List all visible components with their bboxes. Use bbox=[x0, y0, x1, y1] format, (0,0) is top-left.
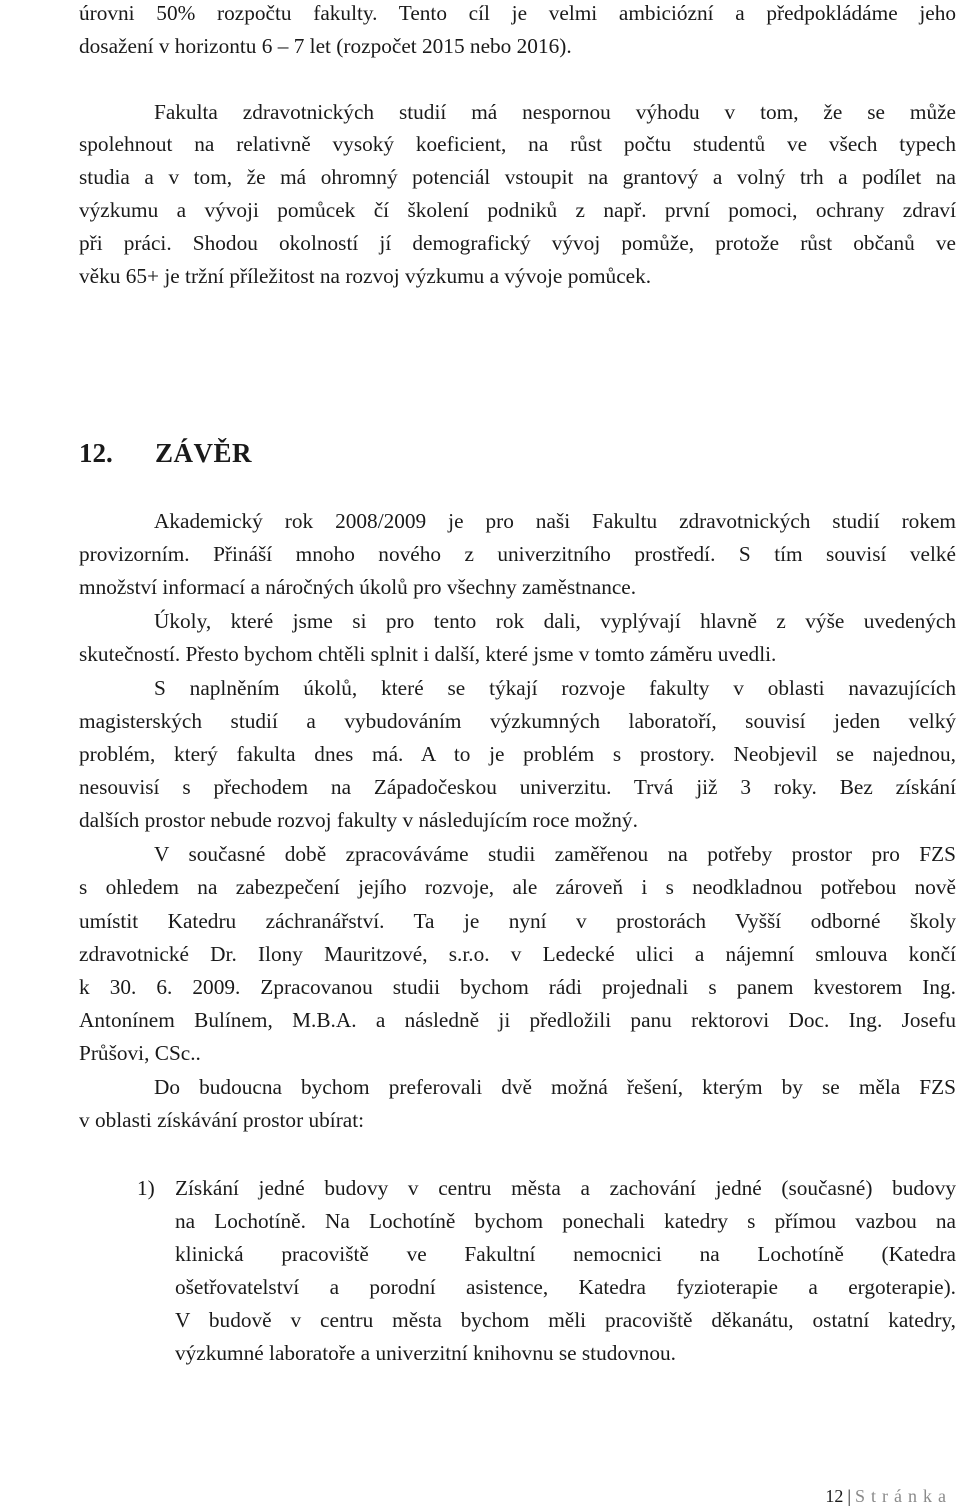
list-line-4: ošetřovatelství a porodní asistence, Katedra fyzioterapie a ergoterapie). bbox=[175, 1275, 956, 1299]
p2-line-1: Úkoly, které jsme si pro tento rok dali, vyplývají hlavně z výše uvedených bbox=[154, 609, 956, 633]
section-number: 12. bbox=[79, 438, 113, 468]
list-item-number: 1) bbox=[137, 1176, 155, 1200]
p1-line-1: Akademický rok 2008/2009 je pro naši Fakultu zdravotnických studií rokem bbox=[154, 509, 956, 533]
list-line-1: Získání jedné budovy v centru města a zachování jedné (současné) budovy bbox=[175, 1176, 956, 1200]
p1-line-3: množství informací a náročných úkolů pro všechny zaměstnance. bbox=[79, 575, 637, 599]
fzs-line-1: Fakulta zdravotnických studií má nespornou výhodu v tom, že se může bbox=[154, 100, 956, 124]
p4-line-7: Průšovi, CSc.. bbox=[79, 1041, 201, 1065]
fzs-line-4: výzkumu a vývoji pomůcek čí školení podniků z např. první pomoci, ochrany zdraví bbox=[79, 198, 956, 222]
intro-line-1: úrovni 50% rozpočtu fakulty. Tento cíl je velmi ambiciózní a předpokládáme jeho bbox=[79, 1, 956, 25]
list-line-3: klinická pracoviště ve Fakultní nemocnici na Lochotíně (Katedra bbox=[175, 1242, 956, 1266]
intro-line-2: dosažení v horizontu 6 – 7 let (rozpočet 2015 nebo 2016). bbox=[79, 34, 572, 58]
p4-line-2: s ohledem na zabezpečení jejího rozvoje, ale zároveň i s neodkladnou potřebou nově bbox=[79, 875, 956, 899]
p3-line-4: nesouvisí s přechodem na Západočeskou univerzitu. Trvá již 3 roky. Bez získání bbox=[79, 775, 956, 799]
fzs-line-2: spolehnout na relativně vysoký koeficient, na růst počtu studentů ve všech typech bbox=[79, 132, 956, 156]
p3-line-2: magisterských studií a vybudováním výzkumných laboratoří, souvisí jeden velký bbox=[79, 709, 956, 733]
p4-line-3: umístit Katedru záchranářství. Ta je nyní v prostorách Vyšší odborné školy bbox=[79, 909, 956, 933]
fzs-line-5: při práci. Shodou okolností jí demografický vývoj pomůže, protože růst občanů ve bbox=[79, 231, 956, 255]
list-line-5: V budově v centru města bychom měli pracoviště děkanátu, ostatní katedry, bbox=[175, 1308, 956, 1332]
p3-line-5: dalších prostor nebude rozvoj fakulty v následujícím roce možný. bbox=[79, 808, 638, 832]
list-line-6: výzkumné laboratoře a univerzitní knihovnu se studovnou. bbox=[175, 1341, 676, 1365]
p3-line-3: problém, který fakulta dnes má. A to je problém s prostory. Neobjevil se najednou, bbox=[79, 742, 956, 766]
page-number: 12 bbox=[825, 1486, 844, 1506]
footer-separator: | bbox=[847, 1486, 852, 1506]
section-title: ZÁVĚR bbox=[155, 438, 253, 468]
p1-line-2: provizorním. Přináší mnoho nového z univerzitního prostředí. S tím souvisí velké bbox=[79, 542, 956, 566]
page-footer bbox=[825, 1484, 952, 1508]
p5-line-2: v oblasti získávání prostor ubírat: bbox=[79, 1108, 365, 1132]
p4-line-6: Antonínem Bulínem, M.B.A. a následně ji předložili panu rektorovi Doc. Ing. Josefu bbox=[79, 1008, 956, 1032]
p3-line-1: S naplněním úkolů, které se týkají rozvoje fakulty v oblasti navazujících bbox=[154, 676, 956, 700]
list-line-2: na Lochotíně. Na Lochotíně bychom ponechali katedry s přímou vazbou na bbox=[175, 1209, 956, 1233]
footer-label: Stránka bbox=[855, 1486, 952, 1506]
p4-line-1: V současné době zpracováváme studii zaměřenou na potřeby prostor pro FZS bbox=[154, 842, 956, 866]
p4-line-4: zdravotnické Dr. Ilony Mauritzové, s.r.o. v Ledecké ulici a nájemní smlouva končí bbox=[79, 942, 956, 966]
p5-line-1: Do budoucna bychom preferovali dvě možná řešení, kterým by se měla FZS bbox=[154, 1075, 956, 1099]
fzs-line-6: věku 65+ je tržní příležitost na rozvoj výzkumu a vývoje pomůcek. bbox=[79, 264, 652, 288]
fzs-line-3: studia a v tom, že má ohromný potenciál vstoupit na grantový a volný trh a podílet na bbox=[79, 165, 956, 189]
p4-line-5: k 30. 6. 2009. Zpracovanou studii bychom rádi projednali s panem kvestorem Ing. bbox=[79, 975, 956, 999]
p2-line-2: skutečností. Přesto bychom chtěli splnit i další, které jsme v tomto záměru uvedli. bbox=[79, 642, 777, 666]
